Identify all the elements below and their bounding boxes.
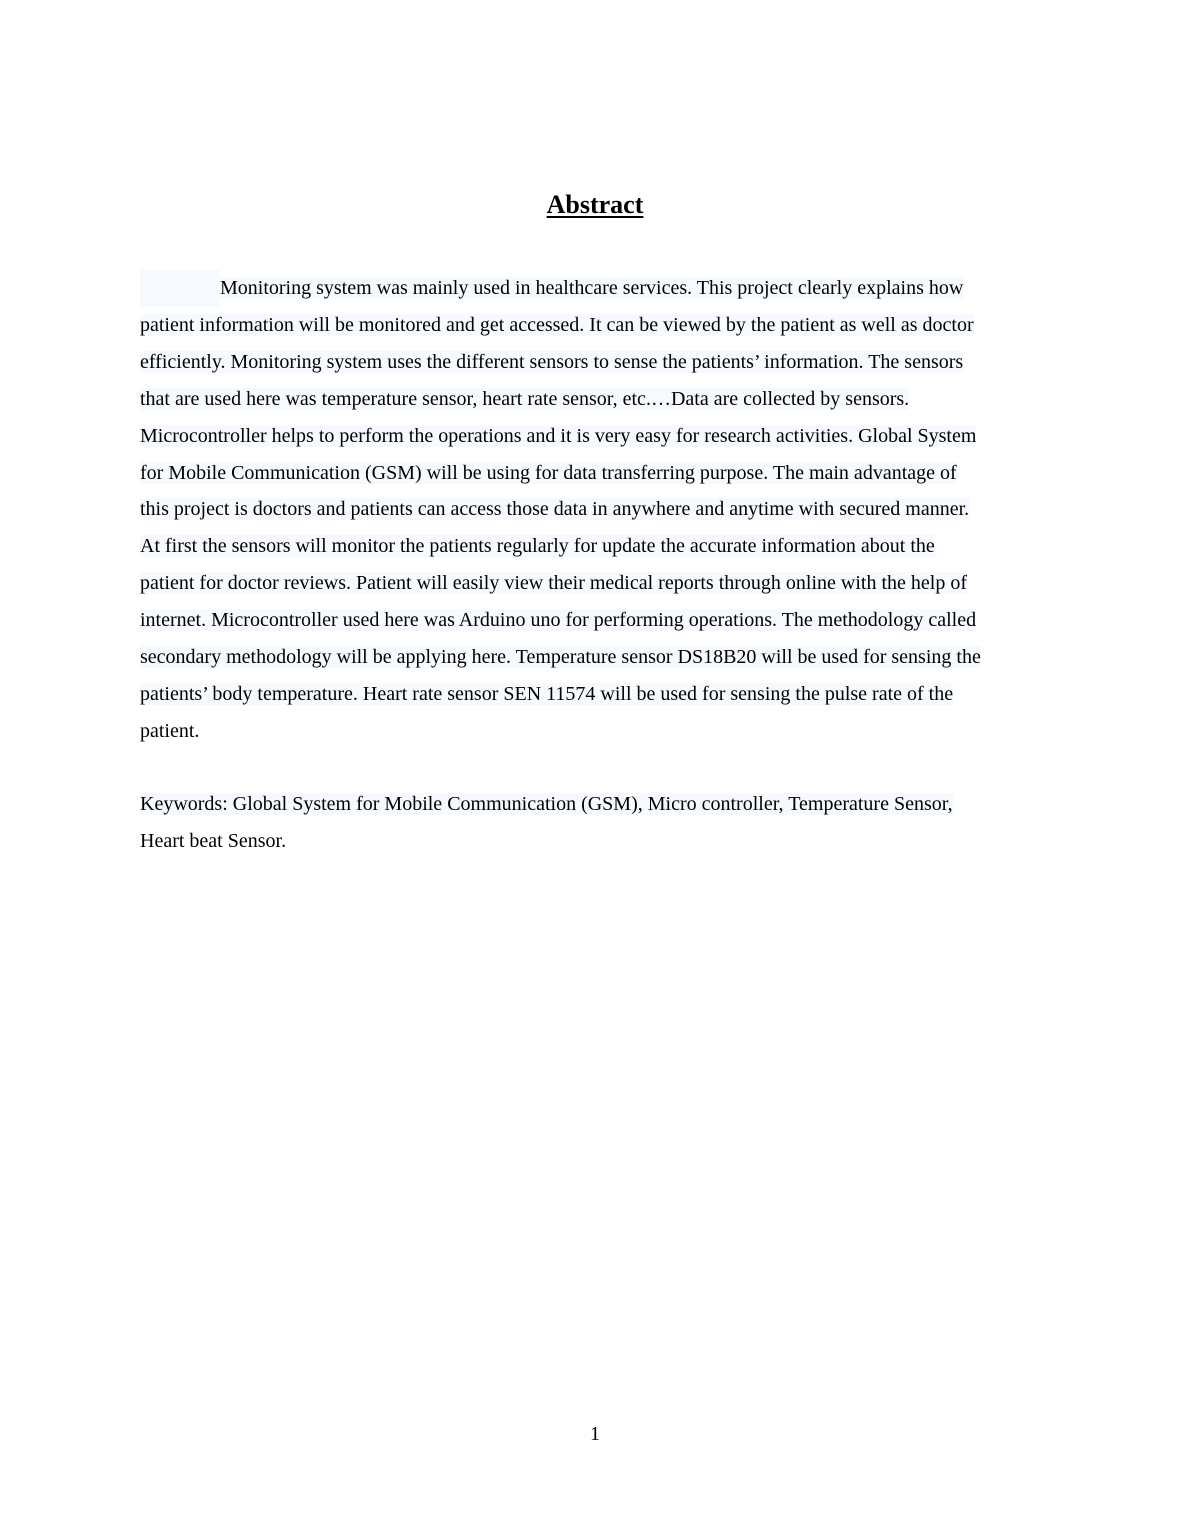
keywords-line: Keywords: Global System for Mobile Communication (GSM), Micro controller, Temperature Sensor, [140,793,953,815]
abstract-line: efficiently. Monitoring system uses the different sensors to sense the patients’ information. The sensors [140,350,964,373]
abstract-line: this project is doctors and patients can access those data in anywhere and anytime with secured manner. [140,498,970,521]
keywords-line: Heart beat Sensor. [140,829,287,852]
abstract-line: internet. Microcontroller used here was Arduino uno for performing operations. The methodology called [140,609,977,632]
page-number: 1 [590,1423,600,1445]
abstract-line: Microcontroller helps to perform the operations and it is very easy for research activities. Global System [140,424,977,447]
abstract-heading [0,188,1190,222]
abstract-line: patient. [140,719,200,742]
abstract-line: for Mobile Communication (GSM) will be using for data transferring purpose. The main advantage of [140,461,957,484]
abstract-heading-text: Abstract [546,190,644,219]
keywords-paragraph [140,786,1060,860]
paragraph-indent [140,270,220,307]
abstract-line: patient for doctor reviews. Patient will easily view their medical reports through online with the help of [140,572,968,595]
abstract-line: secondary methodology will be applying here. Temperature sensor DS18B20 will be used for sensing the [140,646,981,669]
abstract-line: that are used here was temperature sensor, heart rate sensor, etc.…Data are collected by sensors. [140,387,910,410]
abstract-line: patients’ body temperature. Heart rate sensor SEN 11574 will be used for sensing the pulse rate of the [140,682,954,705]
abstract-line: patient information will be monitored and get accessed. It can be viewed by the patient as well as doctor [140,313,974,336]
abstract-paragraph [140,270,1060,750]
abstract-line: At first the sensors will monitor the patients regularly for update the accurate information about the [140,535,935,558]
abstract-line: Monitoring system was mainly used in healthcare services. This project clearly explains how [140,270,1060,307]
